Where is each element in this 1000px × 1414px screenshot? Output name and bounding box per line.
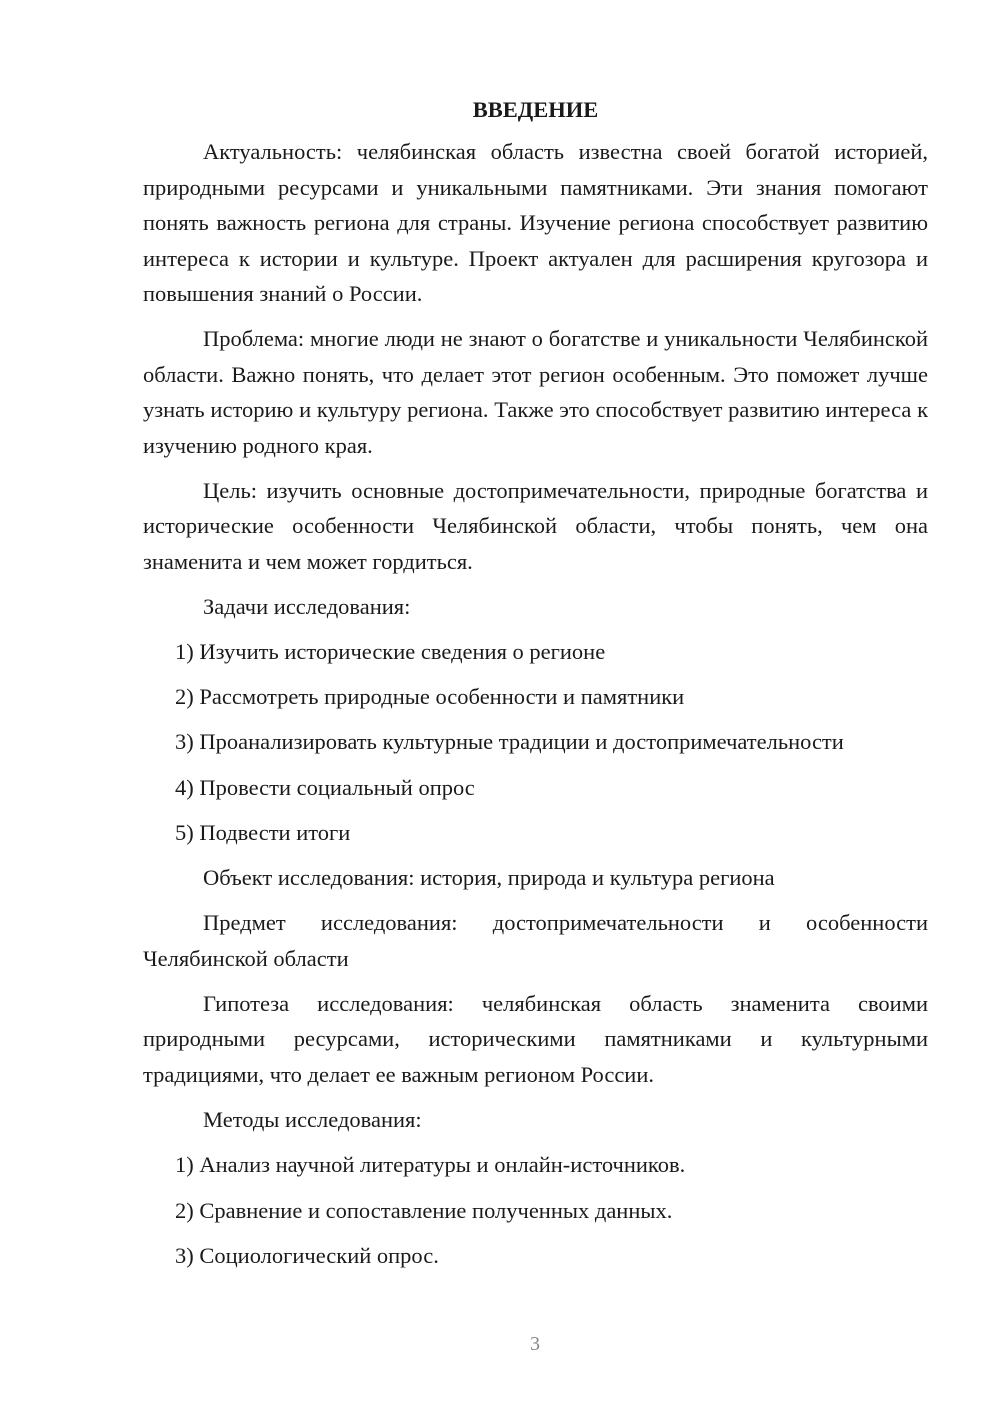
list-item: 2) Сравнение и сопоставление полученных данных.	[175, 1197, 673, 1223]
list-item: 4) Провести социальный опрос	[175, 774, 475, 800]
paragraph-problem: Проблема: многие люди не знают о богатстве и уникальности Челябинской области. Важно понять, что делает этот регион особенным. Это поможет лучше узнать историю и культуру региона. Также это способствует развитию интереса к изучению родного края.	[143, 326, 928, 458]
list-item: 3) Проанализировать культурные традиции и достопримечательности	[175, 729, 844, 755]
page-number: 3	[530, 1333, 540, 1355]
methods-list	[143, 1147, 928, 1273]
list-item: 2) Рассмотреть природные особенности и памятники	[175, 684, 685, 710]
tasks-heading: Задачи исследования:	[203, 593, 411, 619]
list-item: 1) Изучить исторические сведения о регионе	[175, 639, 606, 664]
paragraph-object: Объект исследования: история, природа и культура региона	[203, 864, 775, 890]
list-item: 3) Социологический опрос.	[175, 1242, 439, 1268]
list-item: 1) Анализ научной литературы и онлайн-источников.	[175, 1152, 686, 1178]
paragraph-relevance: Актуальность: челябинская область известна своей богатой историей, природными ресурсами и уникальными памятниками. Эти знания помогают понять важность региона для страны. Изучение региона способствует развитию интереса к истории и культуре. Проект актуален для расширения кругозора и повышения знаний о России.	[143, 139, 928, 306]
paragraph-hypothesis: Гипотеза исследования: челябинская область знаменита своими природными ресурсами, историческими памятниками и культурными традициями, что делает ее важным регионом России.	[143, 990, 928, 1087]
methods-heading: Методы исследования:	[203, 1106, 422, 1132]
list-item: 5) Подвести итоги	[175, 819, 351, 845]
paragraph-goal: Цель: изучить основные достопримечательности, природные богатства и исторические особенности Челябинской области, чтобы понять, чем она знаменита и чем может гордиться.	[143, 477, 928, 574]
page-title: ВВЕДЕНИЕ	[472, 97, 599, 122]
paragraph-subject: Предмет исследования: достопримечательности и особенности Челябинской области	[143, 910, 928, 971]
document-page	[143, 92, 928, 1283]
tasks-list	[143, 634, 928, 850]
